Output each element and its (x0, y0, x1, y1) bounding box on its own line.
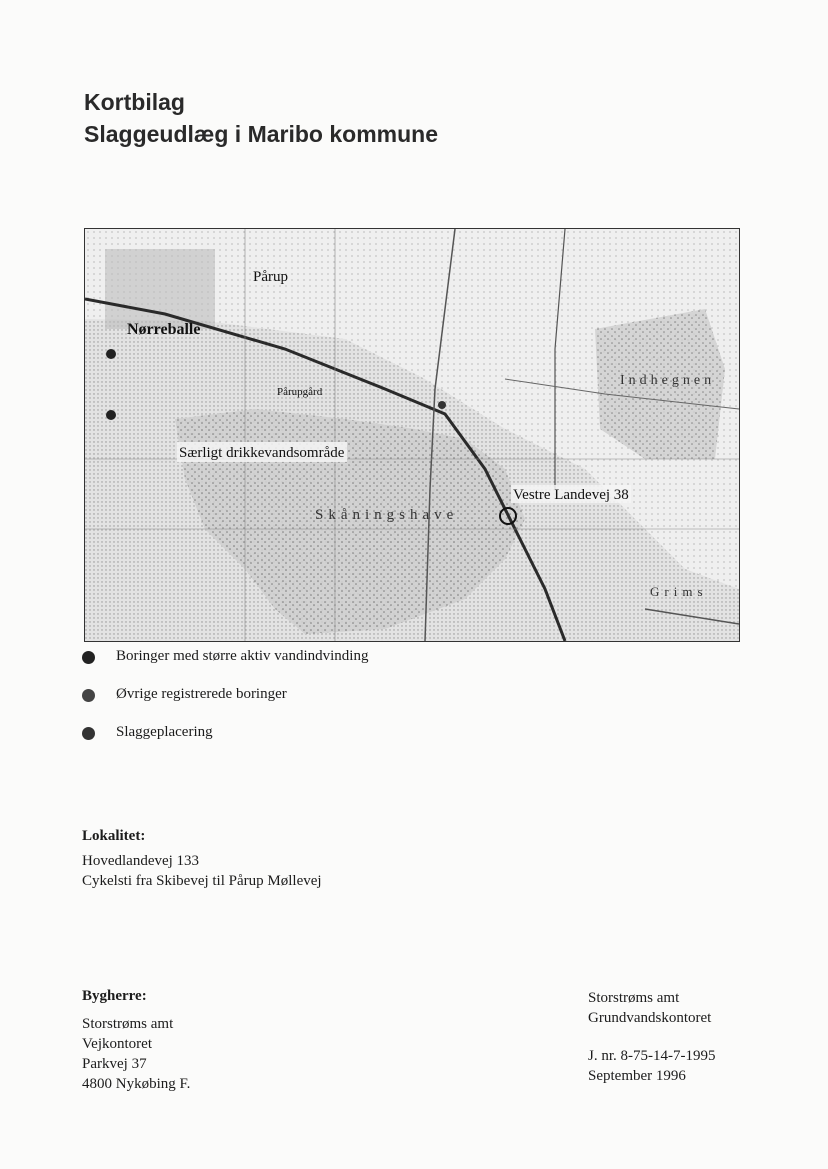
lokalitet-line-2: Cykelsti fra Skibevej til Pårup Møllevej (82, 873, 322, 889)
issuer-line-2: Grundvandskontoret (588, 1010, 712, 1026)
map-graphic (85, 229, 739, 641)
label-naerreballe: Nørreballe (127, 321, 201, 338)
label-indhegnen: Indhegnen (620, 373, 716, 388)
map (84, 228, 740, 642)
lokalitet-heading: Lokalitet: (82, 828, 146, 844)
bygherre-line-3: Parkvej 37 (82, 1056, 147, 1072)
label-drikkevand: Særligt drikkevandsområde (179, 445, 345, 461)
label-paarupgaard: Pårupgård (277, 386, 323, 398)
boring-point (106, 410, 116, 420)
label-skaningshave: Skåningshave (315, 507, 459, 523)
title-line-2: Slaggeudlæg i Maribo kommune (84, 121, 438, 147)
bygherre-heading: Bygherre: (82, 988, 147, 1004)
lokalitet-line-1: Hovedlandevej 133 (82, 853, 200, 869)
boring-active-icon (82, 651, 95, 664)
bygherre-line-4: 4800 Nykøbing F. (82, 1076, 191, 1092)
issuer-line-1: Storstrøms amt (588, 990, 680, 1006)
label-vestre-landevej: Vestre Landevej 38 (513, 487, 629, 503)
bygherre-line-1: Storstrøms amt (82, 1016, 174, 1032)
bygherre-block (82, 986, 190, 1094)
issuer-line-4: September 1996 (588, 1068, 686, 1084)
bygherre-line-2: Vejkontoret (82, 1036, 152, 1052)
label-paarup: Pårup (253, 269, 288, 285)
boring-other-icon (82, 689, 95, 702)
title-line-1: Kortbilag (84, 89, 185, 115)
issuer-line-3: J. nr. 8-75-14-7-1995 (588, 1048, 716, 1064)
document-title (84, 86, 438, 150)
lokalitet-block (82, 826, 322, 891)
slag-placement-icon (82, 727, 95, 740)
issuer-block (588, 988, 716, 1086)
boring-point (106, 349, 116, 359)
label-grims: Grims (650, 584, 708, 599)
